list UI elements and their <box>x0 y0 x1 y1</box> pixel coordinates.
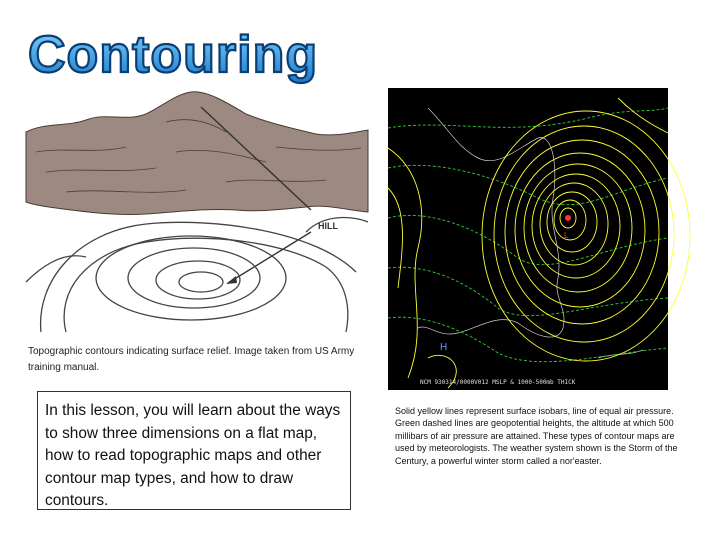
map-footer-label: NCM 930314/0000V012 MSLP & 1000-500mb THICK <box>420 379 576 386</box>
hill-figure-caption: Topographic contours indicating surface relief. Image taken from US Army training manual. <box>28 346 355 373</box>
hill-label: HILL <box>318 221 338 231</box>
lesson-text-box <box>37 391 351 510</box>
slide-title: Contouring <box>28 26 319 84</box>
weather-contour-map <box>388 88 668 390</box>
slide-title-graphic <box>26 22 319 84</box>
weather-map-caption: Solid yellow lines represent surface isobars, line of equal air pressure. Green dashed lines are geopotential heights, the altitude at which 500 millibars of air pressure are attained. These types of contour maps are used by meteorologists. The weather system shown is the Storm of the Century, a powerful winter storm called a nor'easter. <box>395 406 678 466</box>
svg-text:L: L <box>564 231 569 240</box>
lesson-text: In this lesson, you will learn about the ways to show three dimensions on a flat map, how to read topographic maps and other contour map types, and how to draw contours. <box>45 402 341 509</box>
slide-title-block <box>26 22 319 84</box>
svg-text:H: H <box>440 342 448 353</box>
hill-contour-illustration <box>26 92 368 332</box>
